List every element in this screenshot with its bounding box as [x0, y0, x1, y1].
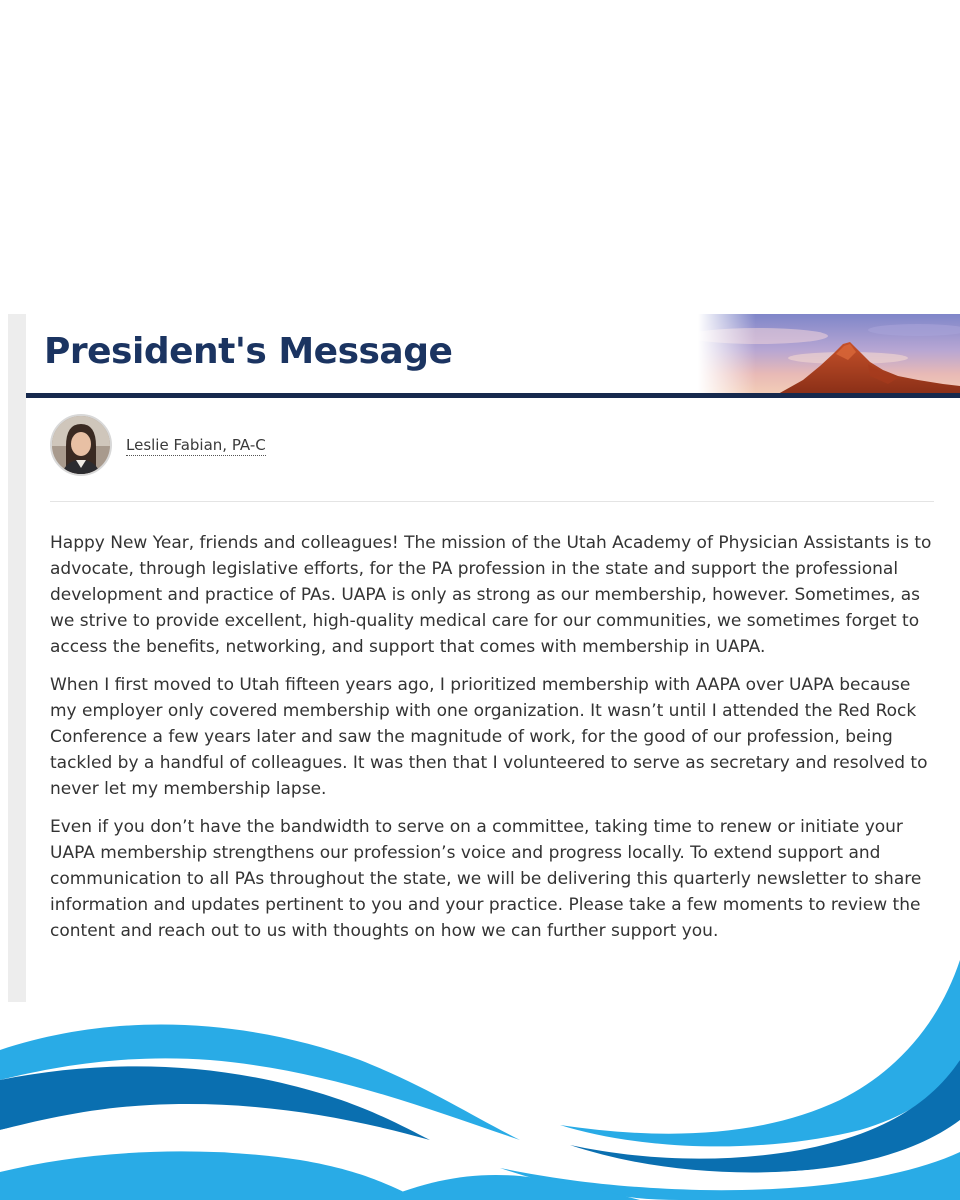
paragraph: Even if you don’t have the bandwidth to serve on a committee, taking time to renew or initiate your UAPA membership strengthens our profession’s voice and progress locally. To extend support and communication to all PAs throughout the state, we will be delivering this quarterly newsletter to share information and updates pertinent to you and your practice. Please take a few moments to review the content and reach out to us with thoughts on how we can further support you.: [50, 817, 922, 941]
header-banner: [26, 314, 960, 394]
author-byline: [50, 412, 266, 478]
left-sidebar-bar: [8, 314, 26, 1002]
author-name-link[interactable]: Leslie Fabian, PA-C: [126, 436, 266, 454]
header-divider-rule: [26, 393, 960, 398]
page-title: President's Message: [44, 331, 453, 372]
author-photo-icon: [52, 416, 110, 474]
decorative-waves: [0, 940, 960, 1200]
author-avatar: [50, 414, 112, 476]
paragraph: When I first moved to Utah fifteen years ago, I prioritized membership with AAPA over UAPA because my employer only covered membership with one organization. It wasn’t until I attended the Red Rock Conference a few years later and saw the magnitude of work, for the good of our profession, being tackled by a handful of colleagues. It was then that I volunteered to serve as secretary and resolved to never let my membership lapse.: [50, 675, 928, 799]
red-rock-mountain-image: [698, 314, 960, 394]
article-body: [50, 530, 940, 956]
paragraph: Happy New Year, friends and colleagues! The mission of the Utah Academy of Physician Assistants is to advocate, through legislative efforts, for the PA profession in the state and support the professional development and practice of PAs. UAPA is only as strong as our membership, however. Sometimes, as we strive to provide excellent, high-quality medical care for our communities, we sometimes forget to access the benefits, networking, and support that comes with membership in UAPA.: [50, 533, 932, 657]
byline-divider: [50, 501, 934, 502]
